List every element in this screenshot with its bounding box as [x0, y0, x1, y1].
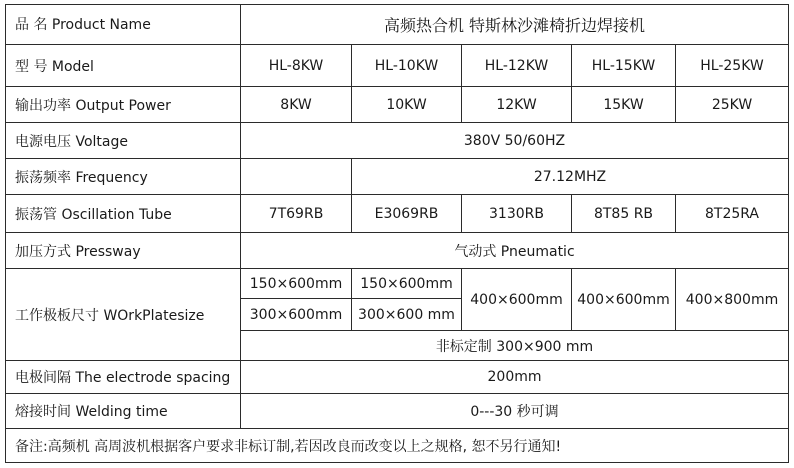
- model-value-3: HL-12KW: [462, 45, 572, 87]
- oscillation-tube-value-4: 8T85 RB: [572, 195, 676, 233]
- electrode-spacing-value: 200mm: [241, 361, 789, 394]
- oscillation-tube-value-3: 3130RB: [462, 195, 572, 233]
- model-value-2: HL-10KW: [352, 45, 462, 87]
- plate-size-custom: 非标定制 300×900 mm: [241, 331, 789, 361]
- model-label: 型 号 Model: [5, 45, 241, 87]
- voltage-label: 电源电压 Voltage: [5, 123, 241, 159]
- frequency-value: 27.12MHZ: [352, 159, 789, 195]
- plate-size-col3: 400×600mm: [462, 269, 572, 331]
- welding-time-label: 熔接时间 Welding time: [5, 394, 241, 429]
- oscillation-tube-label: 振荡管 Oscillation Tube: [5, 195, 241, 233]
- pressway-value: 气动式 Pneumatic: [241, 233, 789, 269]
- oscillation-tube-value-5: 8T25RA: [676, 195, 789, 233]
- oscillation-tube-value-2: E3069RB: [352, 195, 462, 233]
- output-power-value-4: 15KW: [572, 87, 676, 123]
- plate-size-col1-bottom: 300×600mm: [241, 299, 352, 331]
- plate-size-col2-bottom: 300×600 mm: [352, 299, 462, 331]
- frequency-empty-cell: [241, 159, 352, 195]
- model-value-1: HL-8KW: [241, 45, 352, 87]
- work-plate-size-label: 工作极板尺寸 WOrkPlatesize: [5, 269, 241, 361]
- plate-size-col4: 400×600mm: [572, 269, 676, 331]
- model-value-4: HL-15KW: [572, 45, 676, 87]
- output-power-value-2: 10KW: [352, 87, 462, 123]
- output-power-value-3: 12KW: [462, 87, 572, 123]
- welding-time-value: 0---30 秒可调: [241, 394, 789, 429]
- plate-size-col5: 400×800mm: [676, 269, 789, 331]
- product-name-label: 品 名 Product Name: [5, 4, 241, 45]
- output-power-label: 输出功率 Output Power: [5, 87, 241, 123]
- model-value-5: HL-25KW: [676, 45, 789, 87]
- output-power-value-5: 25KW: [676, 87, 789, 123]
- plate-size-col2-top: 150×600mm: [352, 269, 462, 299]
- oscillation-tube-value-1: 7T69RB: [241, 195, 352, 233]
- frequency-label: 振荡频率 Frequency: [5, 159, 241, 195]
- electrode-spacing-label: 电极间隔 The electrode spacing: [5, 361, 241, 394]
- remarks-note: 备注:高频机 高周波机根据客户要求非标订制,若因改良而改变以上之规格, 恕不另行通知!: [5, 429, 789, 463]
- pressway-label: 加压方式 Pressway: [5, 233, 241, 269]
- plate-size-col1-top: 150×600mm: [241, 269, 352, 299]
- voltage-value: 380V 50/60HZ: [241, 123, 789, 159]
- product-name-value: 高频热合机 特斯林沙滩椅折边焊接机: [241, 4, 789, 45]
- output-power-value-1: 8KW: [241, 87, 352, 123]
